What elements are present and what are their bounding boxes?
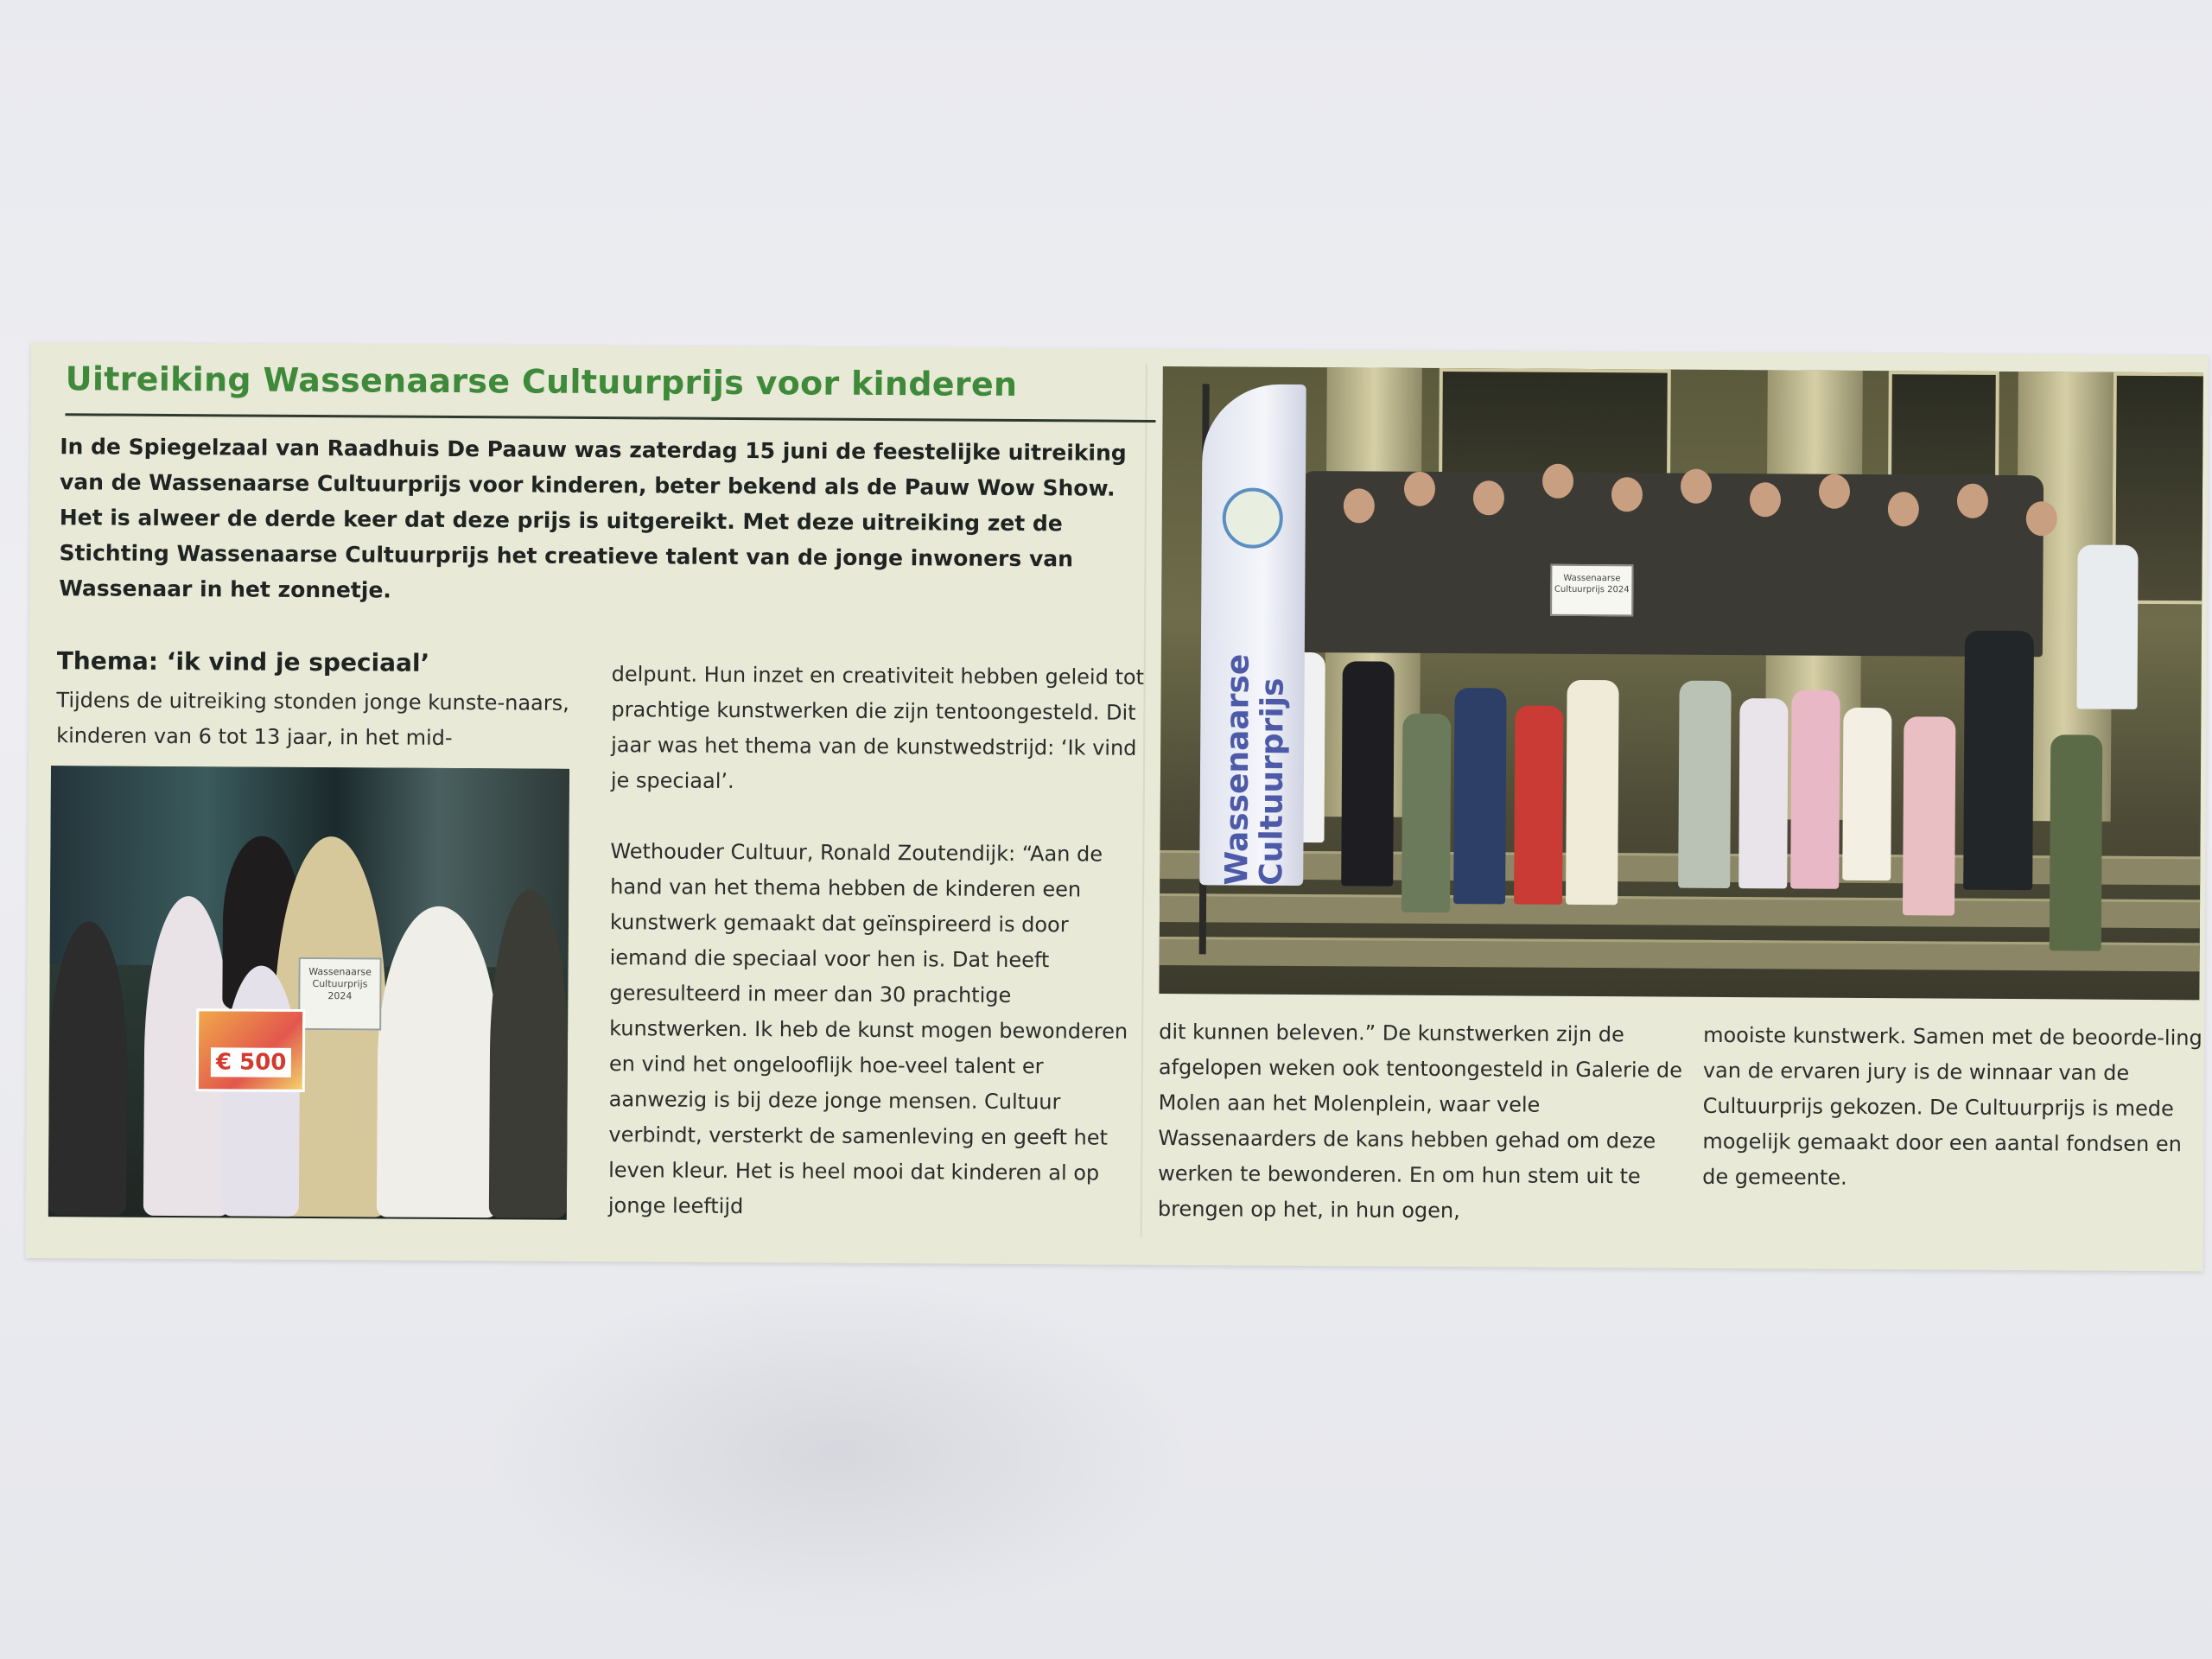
child-figure xyxy=(1341,661,1395,886)
photo-person xyxy=(48,921,128,1216)
crowd-head xyxy=(1404,472,1435,506)
column-2-paragraph-2: Wethouder Cultuur, Ronald Zoutendijk: “Aan de hand van het thema hebben de kinderen een kunstwerk gemaakt dat geïnspireerd is door iemand die speciaal voor hen is. Dat heeft geresulteerd in meer dan 30 prachtige kunstwerken. Ik heb de kunst mogen bewonderen en vind het ongelooflijk hoe-veel talent er aanwezig is bij deze jonge mensen. Cultuur verbindt, versterkt de samenleving en geeft het leven kleur. Het is heel mooi dat kinderen al op jonge leeftijd xyxy=(607,839,1128,1219)
photo-step xyxy=(1160,937,2200,971)
child-figure xyxy=(1453,688,1507,904)
child-figure xyxy=(1738,698,1788,888)
crowd-head xyxy=(1344,488,1375,523)
child-figure xyxy=(1790,690,1840,888)
article-headline: Uitreiking Wassenaarse Cultuurprijs voor kinderen xyxy=(65,359,1018,404)
article-lead: In de Spiegelzaal van Raadhuis De Paauw was zaterdag 15 juni de feestelijke uitreiking van de Wassenaarse Cultuurprijs voor kinderen, beter bekend als de Pauw Wow Show. Het is alweer de derde keer dat deze prijs is uitgereikt. Met deze uitreiking zet de Stichting Wassenaarse Cultuurprijs het creatieve talent van de jonge inwoners van Wassenaar in het zonnetje. xyxy=(59,434,1127,603)
column-3-text: dit kunnen beleven.” De kunstwerken zijn de afgelopen weken ook tentoongesteld in Galerie de Molen aan het Molenplein, waar vele Wassenaarders de kans hebben gehad om deze werken te bewonderen. En om hun stem uit te brengen op het, in hun ogen, xyxy=(1157,1019,1683,1224)
newspaper-clipping xyxy=(26,342,2209,1271)
column-2-paragraph-1: delpunt. Hun inzet en creativiteit hebben geleid tot prachtige kunstwerken die zijn tentoongesteld. Dit jaar was het thema van de kunstwedstrijd: ‘Ik vind je speciaal’. xyxy=(610,662,1145,793)
child-figure xyxy=(2050,734,2103,950)
photo-person xyxy=(377,906,499,1217)
photo-person xyxy=(489,889,569,1218)
column-1-text: Tijdens de uitreiking stonden jonge kunste-naars, kinderen van 6 tot 13 jaar, in het mid- xyxy=(56,688,569,750)
child-figure xyxy=(1514,705,1563,904)
crowd-head xyxy=(1957,484,1988,518)
crowd-head xyxy=(1750,482,1781,517)
crowd-head xyxy=(1542,464,1573,499)
banner-lettering xyxy=(1220,654,1291,886)
paragraph-gap xyxy=(611,798,1147,837)
article-subhead: Thema: ‘ik vind je speciaal’ xyxy=(56,646,430,677)
tree-logo-icon xyxy=(1223,487,1283,548)
banner-text-line-1: Wassenaarse xyxy=(1219,653,1256,886)
crowd-head xyxy=(1611,477,1643,512)
child-figure xyxy=(1842,708,1891,880)
cheque-amount: € 500 xyxy=(211,1047,292,1077)
crowd-head xyxy=(1888,492,1919,526)
child-figure xyxy=(1566,680,1619,905)
photo-step xyxy=(1160,893,2200,928)
group-photo xyxy=(1159,366,2202,1000)
crowd-head xyxy=(2026,501,2057,536)
award-ceremony-photo xyxy=(48,766,569,1220)
crowd-head xyxy=(1473,480,1504,515)
cultuurprijs-sign-large: Wassenaarse Cultuurprijs 2024 xyxy=(1550,564,1633,617)
adult-figure xyxy=(2076,544,2138,709)
banner-text-line-2: Cultuurprijs xyxy=(1254,677,1291,886)
crowd-head xyxy=(1819,474,1850,509)
child-figure xyxy=(1678,681,1731,888)
child-figure xyxy=(1402,714,1451,912)
child-figure xyxy=(1903,716,1955,915)
prize-cheque xyxy=(196,1008,306,1092)
column-2-text xyxy=(608,657,1147,1227)
table-shadow xyxy=(484,1279,1192,1624)
crowd-head xyxy=(1681,469,1712,504)
headline-rule xyxy=(65,413,1155,423)
column-4-text: mooiste kunstwerk. Samen met de beoorde-ling van de ervaren jury is de winnaar van de Cultuurprijs gekozen. De Cultuurprijs is mede mogelijk gemaakt door een aantal fondsen en de gemeente. xyxy=(1702,1022,2202,1190)
cultuurprijs-sign: Wassenaarse Cultuurprijs 2024 xyxy=(298,957,382,1031)
adult-figure xyxy=(1963,631,2034,890)
